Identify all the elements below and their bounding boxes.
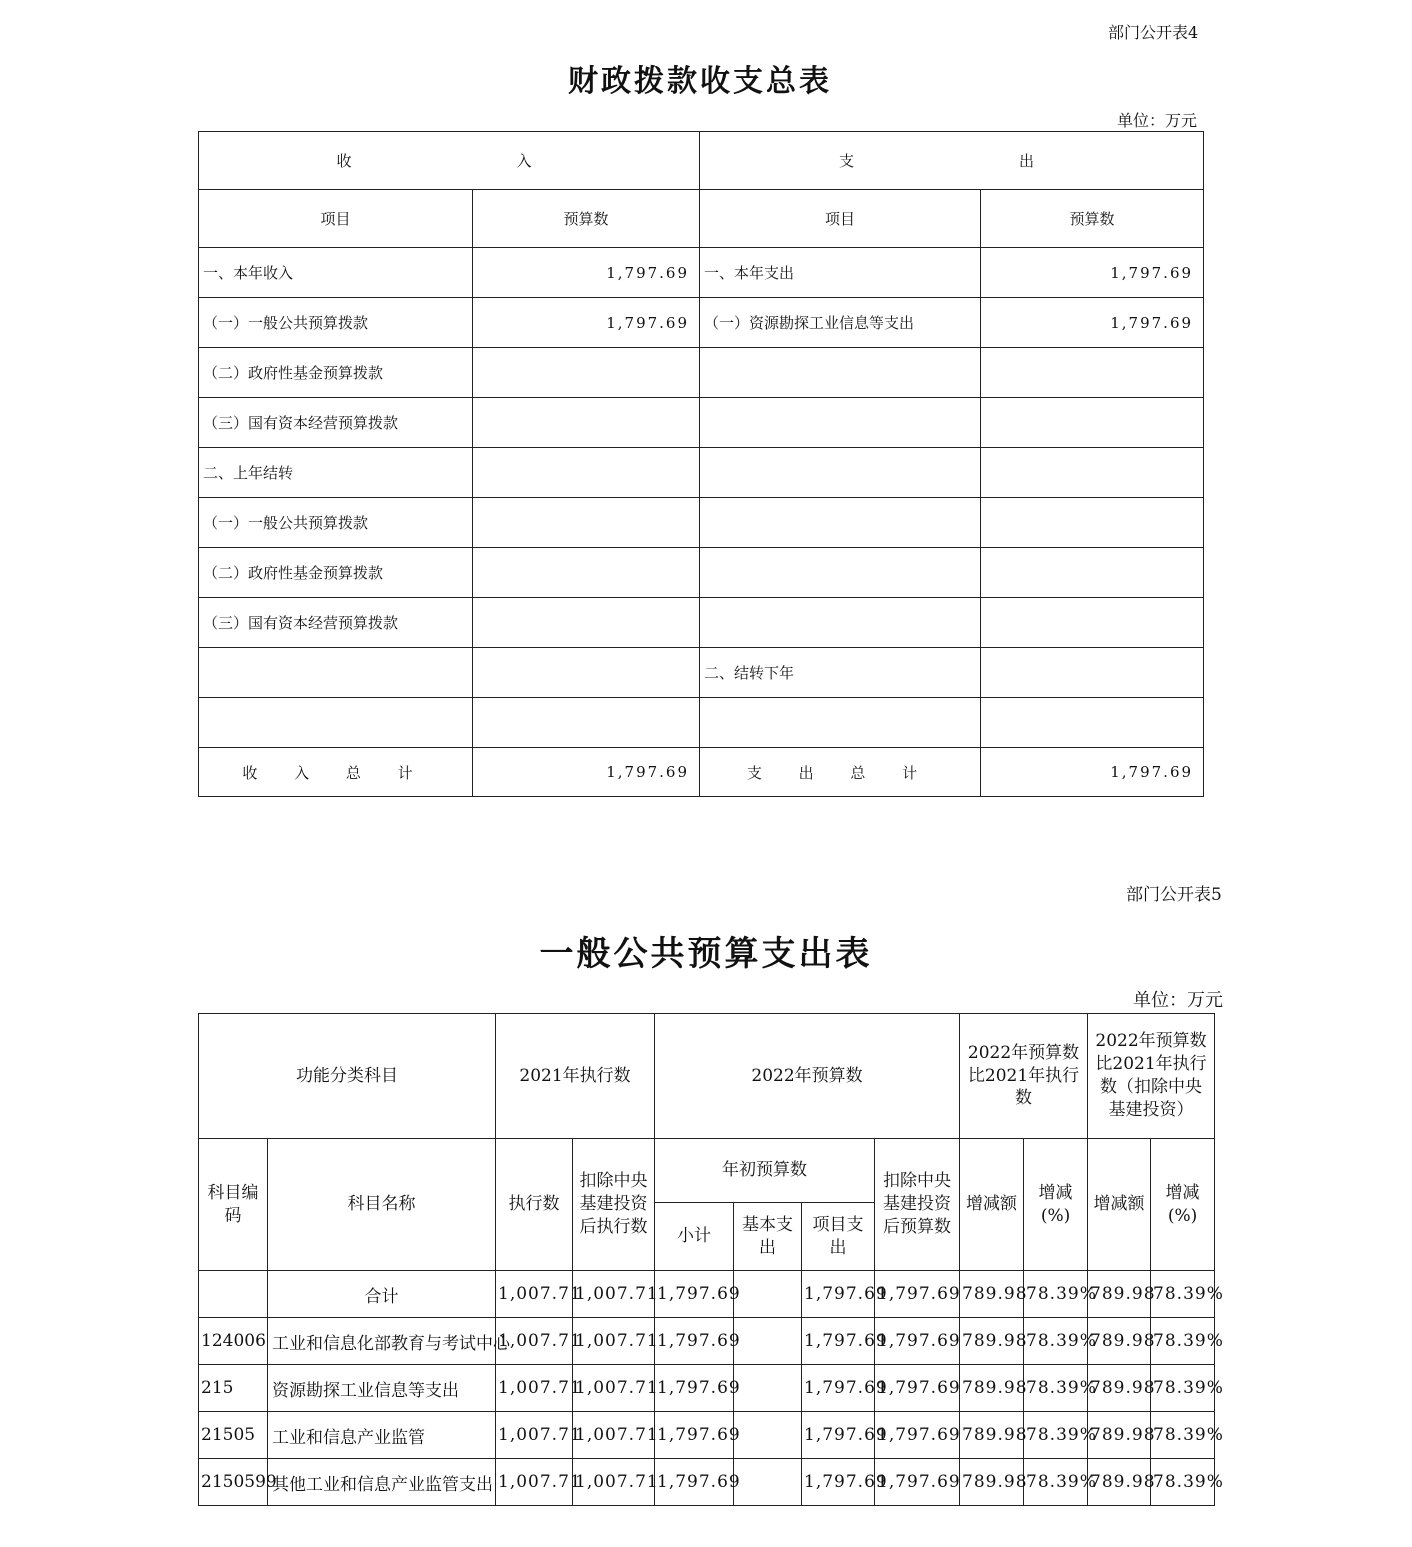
header-initial: 年初预算数 xyxy=(655,1139,875,1203)
cell-inc-amt: 789.98 xyxy=(960,1271,1024,1318)
income-item: （一）一般公共预算拨款 xyxy=(199,298,473,348)
expense-item xyxy=(700,498,981,548)
page-title: 一般公共预算支出表 xyxy=(539,934,873,974)
table-row xyxy=(199,248,1204,298)
cell-inc-amt: 789.98 xyxy=(960,1365,1024,1412)
cell-code: 21505 xyxy=(199,1412,268,1459)
expense-item xyxy=(700,398,981,448)
cell-subtotal: 1,797.69 xyxy=(655,1459,734,1506)
cell-budget-ex: 1,797.69 xyxy=(875,1412,960,1459)
expense-item: 二、结转下年 xyxy=(700,648,981,698)
table-row xyxy=(199,498,1204,548)
header-inc-amt2: 增减额 xyxy=(1088,1139,1151,1271)
income-item: （二）政府性基金预算拨款 xyxy=(199,348,473,398)
expense-value xyxy=(981,648,1204,698)
income-item: （一）一般公共预算拨款 xyxy=(199,498,473,548)
column-header: 预算数 xyxy=(473,190,700,248)
cell-exec: 1,007.71 xyxy=(496,1318,573,1365)
expense-value xyxy=(981,448,1204,498)
cell-inc-amt2: 789.98 xyxy=(1088,1318,1151,1365)
cell-budget-ex: 1,797.69 xyxy=(875,1365,960,1412)
expense-value: 1,797.69 xyxy=(981,298,1204,348)
expense-value xyxy=(981,698,1204,748)
cell-inc-pct2: 78.39% xyxy=(1151,1459,1215,1506)
expense-total-label: 支 出 总 计 xyxy=(700,748,981,797)
cell-name: 合计 xyxy=(268,1271,496,1318)
income-header: 收 入 xyxy=(199,132,700,190)
cell-name: 资源勘探工业信息等支出 xyxy=(268,1365,496,1412)
header-subtotal: 小计 xyxy=(655,1203,734,1271)
table-row xyxy=(199,1318,1215,1365)
cell-basic xyxy=(734,1412,802,1459)
income-value xyxy=(473,648,700,698)
cell-inc-amt: 789.98 xyxy=(960,1412,1024,1459)
table-row xyxy=(199,1271,1215,1318)
expense-total-value: 1,797.69 xyxy=(981,748,1204,797)
expense-item xyxy=(700,448,981,498)
cell-basic xyxy=(734,1318,802,1365)
income-value xyxy=(473,698,700,748)
header-project: 项目支出 xyxy=(802,1203,875,1271)
table-tag: 部门公开表4 xyxy=(1108,23,1199,42)
cell-code xyxy=(199,1271,268,1318)
table-row xyxy=(199,1365,1215,1412)
expense-item xyxy=(700,348,981,398)
expense-item: 一、本年支出 xyxy=(700,248,981,298)
cell-project: 1,797.69 xyxy=(802,1412,875,1459)
table-tag: 部门公开表5 xyxy=(1126,885,1222,905)
cell-name: 工业和信息产业监管 xyxy=(268,1412,496,1459)
cell-project: 1,797.69 xyxy=(802,1271,875,1318)
expense-item xyxy=(700,598,981,648)
income-item: （三）国有资本经营预算拨款 xyxy=(199,598,473,648)
income-value: 1,797.69 xyxy=(473,298,700,348)
cell-budget-ex: 1,797.69 xyxy=(875,1459,960,1506)
expense-value xyxy=(981,398,1204,448)
header-exec-2021: 2021年执行数 xyxy=(496,1014,655,1139)
table-row xyxy=(199,448,1204,498)
cell-inc-pct: 78.39% xyxy=(1024,1318,1088,1365)
table-row xyxy=(199,398,1204,448)
unit-label: 单位：万元 xyxy=(1117,111,1198,130)
cell-inc-amt2: 789.98 xyxy=(1088,1271,1151,1318)
page-title: 财政拨款收支总表 xyxy=(568,64,832,99)
expense-item xyxy=(700,548,981,598)
column-header: 项目 xyxy=(199,190,473,248)
header-inc-amt: 增减额 xyxy=(960,1139,1024,1271)
expense-item xyxy=(700,698,981,748)
income-value xyxy=(473,348,700,398)
income-item: 二、上年结转 xyxy=(199,448,473,498)
income-value xyxy=(473,498,700,548)
cell-code: 2150599 xyxy=(199,1459,268,1506)
header-name: 科目名称 xyxy=(268,1139,496,1271)
cell-inc-pct: 78.39% xyxy=(1024,1459,1088,1506)
header-inc-pct2: 增减(%) xyxy=(1151,1139,1215,1271)
expense-item: （一）资源勘探工业信息等支出 xyxy=(700,298,981,348)
income-total-value: 1,797.69 xyxy=(473,748,700,797)
cell-code: 215 xyxy=(199,1365,268,1412)
expense-value xyxy=(981,348,1204,398)
income-value xyxy=(473,598,700,648)
cell-exec-ex: 1,007.71 xyxy=(573,1412,655,1459)
header-budget-2022: 2022年预算数 xyxy=(655,1014,960,1139)
cell-subtotal: 1,797.69 xyxy=(655,1318,734,1365)
cell-subtotal: 1,797.69 xyxy=(655,1365,734,1412)
table-row xyxy=(199,348,1204,398)
cell-inc-pct: 78.39% xyxy=(1024,1412,1088,1459)
cell-inc-pct: 78.39% xyxy=(1024,1271,1088,1318)
column-header: 项目 xyxy=(700,190,981,248)
cell-subtotal: 1,797.69 xyxy=(655,1271,734,1318)
income-value xyxy=(473,448,700,498)
income-item xyxy=(199,698,473,748)
cell-exec: 1,007.71 xyxy=(496,1412,573,1459)
header-budget-ex: 扣除中央基建投资后预算数 xyxy=(875,1139,960,1271)
cell-inc-amt2: 789.98 xyxy=(1088,1412,1151,1459)
cell-inc-pct: 78.39% xyxy=(1024,1365,1088,1412)
cell-exec: 1,007.71 xyxy=(496,1365,573,1412)
unit-label: 单位：万元 xyxy=(1133,990,1223,1011)
table-row xyxy=(199,1412,1215,1459)
table-row xyxy=(199,1459,1215,1506)
cell-inc-pct2: 78.39% xyxy=(1151,1365,1215,1412)
income-item: （三）国有资本经营预算拨款 xyxy=(199,398,473,448)
header-code: 科目编码 xyxy=(199,1139,268,1271)
general-budget-table xyxy=(198,1013,1224,1506)
header-inc-pct: 增减(%) xyxy=(1024,1139,1088,1271)
cell-exec-ex: 1,007.71 xyxy=(573,1271,655,1318)
cell-basic xyxy=(734,1271,802,1318)
table-row xyxy=(199,548,1204,598)
cell-inc-pct2: 78.39% xyxy=(1151,1318,1215,1365)
cell-subtotal: 1,797.69 xyxy=(655,1412,734,1459)
cell-exec-ex: 1,007.71 xyxy=(573,1318,655,1365)
cell-inc-pct2: 78.39% xyxy=(1151,1412,1215,1459)
cell-code: 124006 xyxy=(199,1318,268,1365)
expense-value xyxy=(981,498,1204,548)
income-value xyxy=(473,548,700,598)
cell-budget-ex: 1,797.69 xyxy=(875,1271,960,1318)
header-basic: 基本支出 xyxy=(734,1203,802,1271)
income-item xyxy=(199,648,473,698)
expense-header: 支 出 xyxy=(700,132,1204,190)
header-cmp: 2022年预算数比2021年执行数 xyxy=(960,1014,1088,1139)
header-exec: 执行数 xyxy=(496,1139,573,1271)
expense-value: 1,797.69 xyxy=(981,248,1204,298)
cell-inc-amt: 789.98 xyxy=(960,1318,1024,1365)
cell-exec-ex: 1,007.71 xyxy=(573,1459,655,1506)
total-row xyxy=(199,748,1204,797)
header-func-class: 功能分类科目 xyxy=(199,1014,496,1139)
income-item: 一、本年收入 xyxy=(199,248,473,298)
cell-budget-ex: 1,797.69 xyxy=(875,1318,960,1365)
income-total-label: 收 入 总 计 xyxy=(199,748,473,797)
cell-basic xyxy=(734,1365,802,1412)
table-row xyxy=(199,648,1204,698)
cell-project: 1,797.69 xyxy=(802,1459,875,1506)
expense-value xyxy=(981,598,1204,648)
cell-exec-ex: 1,007.71 xyxy=(573,1365,655,1412)
cell-project: 1,797.69 xyxy=(802,1318,875,1365)
table-row xyxy=(199,298,1204,348)
header-cmp-ex: 2022年预算数比2021年执行数（扣除中央基建投资） xyxy=(1088,1014,1215,1139)
income-value: 1,797.69 xyxy=(473,248,700,298)
cell-basic xyxy=(734,1459,802,1506)
cell-exec: 1,007.71 xyxy=(496,1271,573,1318)
cell-project: 1,797.69 xyxy=(802,1365,875,1412)
cell-inc-amt2: 789.98 xyxy=(1088,1459,1151,1506)
table-row xyxy=(199,698,1204,748)
cell-inc-amt2: 789.98 xyxy=(1088,1365,1151,1412)
header-exec-ex: 扣除中央基建投资后执行数 xyxy=(573,1139,655,1271)
cell-inc-amt: 789.98 xyxy=(960,1459,1024,1506)
column-header: 预算数 xyxy=(981,190,1204,248)
cell-name: 其他工业和信息产业监管支出 xyxy=(268,1459,496,1506)
income-item: （二）政府性基金预算拨款 xyxy=(199,548,473,598)
table-row xyxy=(199,598,1204,648)
income-value xyxy=(473,398,700,448)
expense-value xyxy=(981,548,1204,598)
cell-name: 工业和信息化部教育与考试中心 xyxy=(268,1318,496,1365)
cell-exec: 1,007.71 xyxy=(496,1459,573,1506)
fiscal-summary-table xyxy=(198,131,1204,797)
cell-inc-pct2: 78.39% xyxy=(1151,1271,1215,1318)
